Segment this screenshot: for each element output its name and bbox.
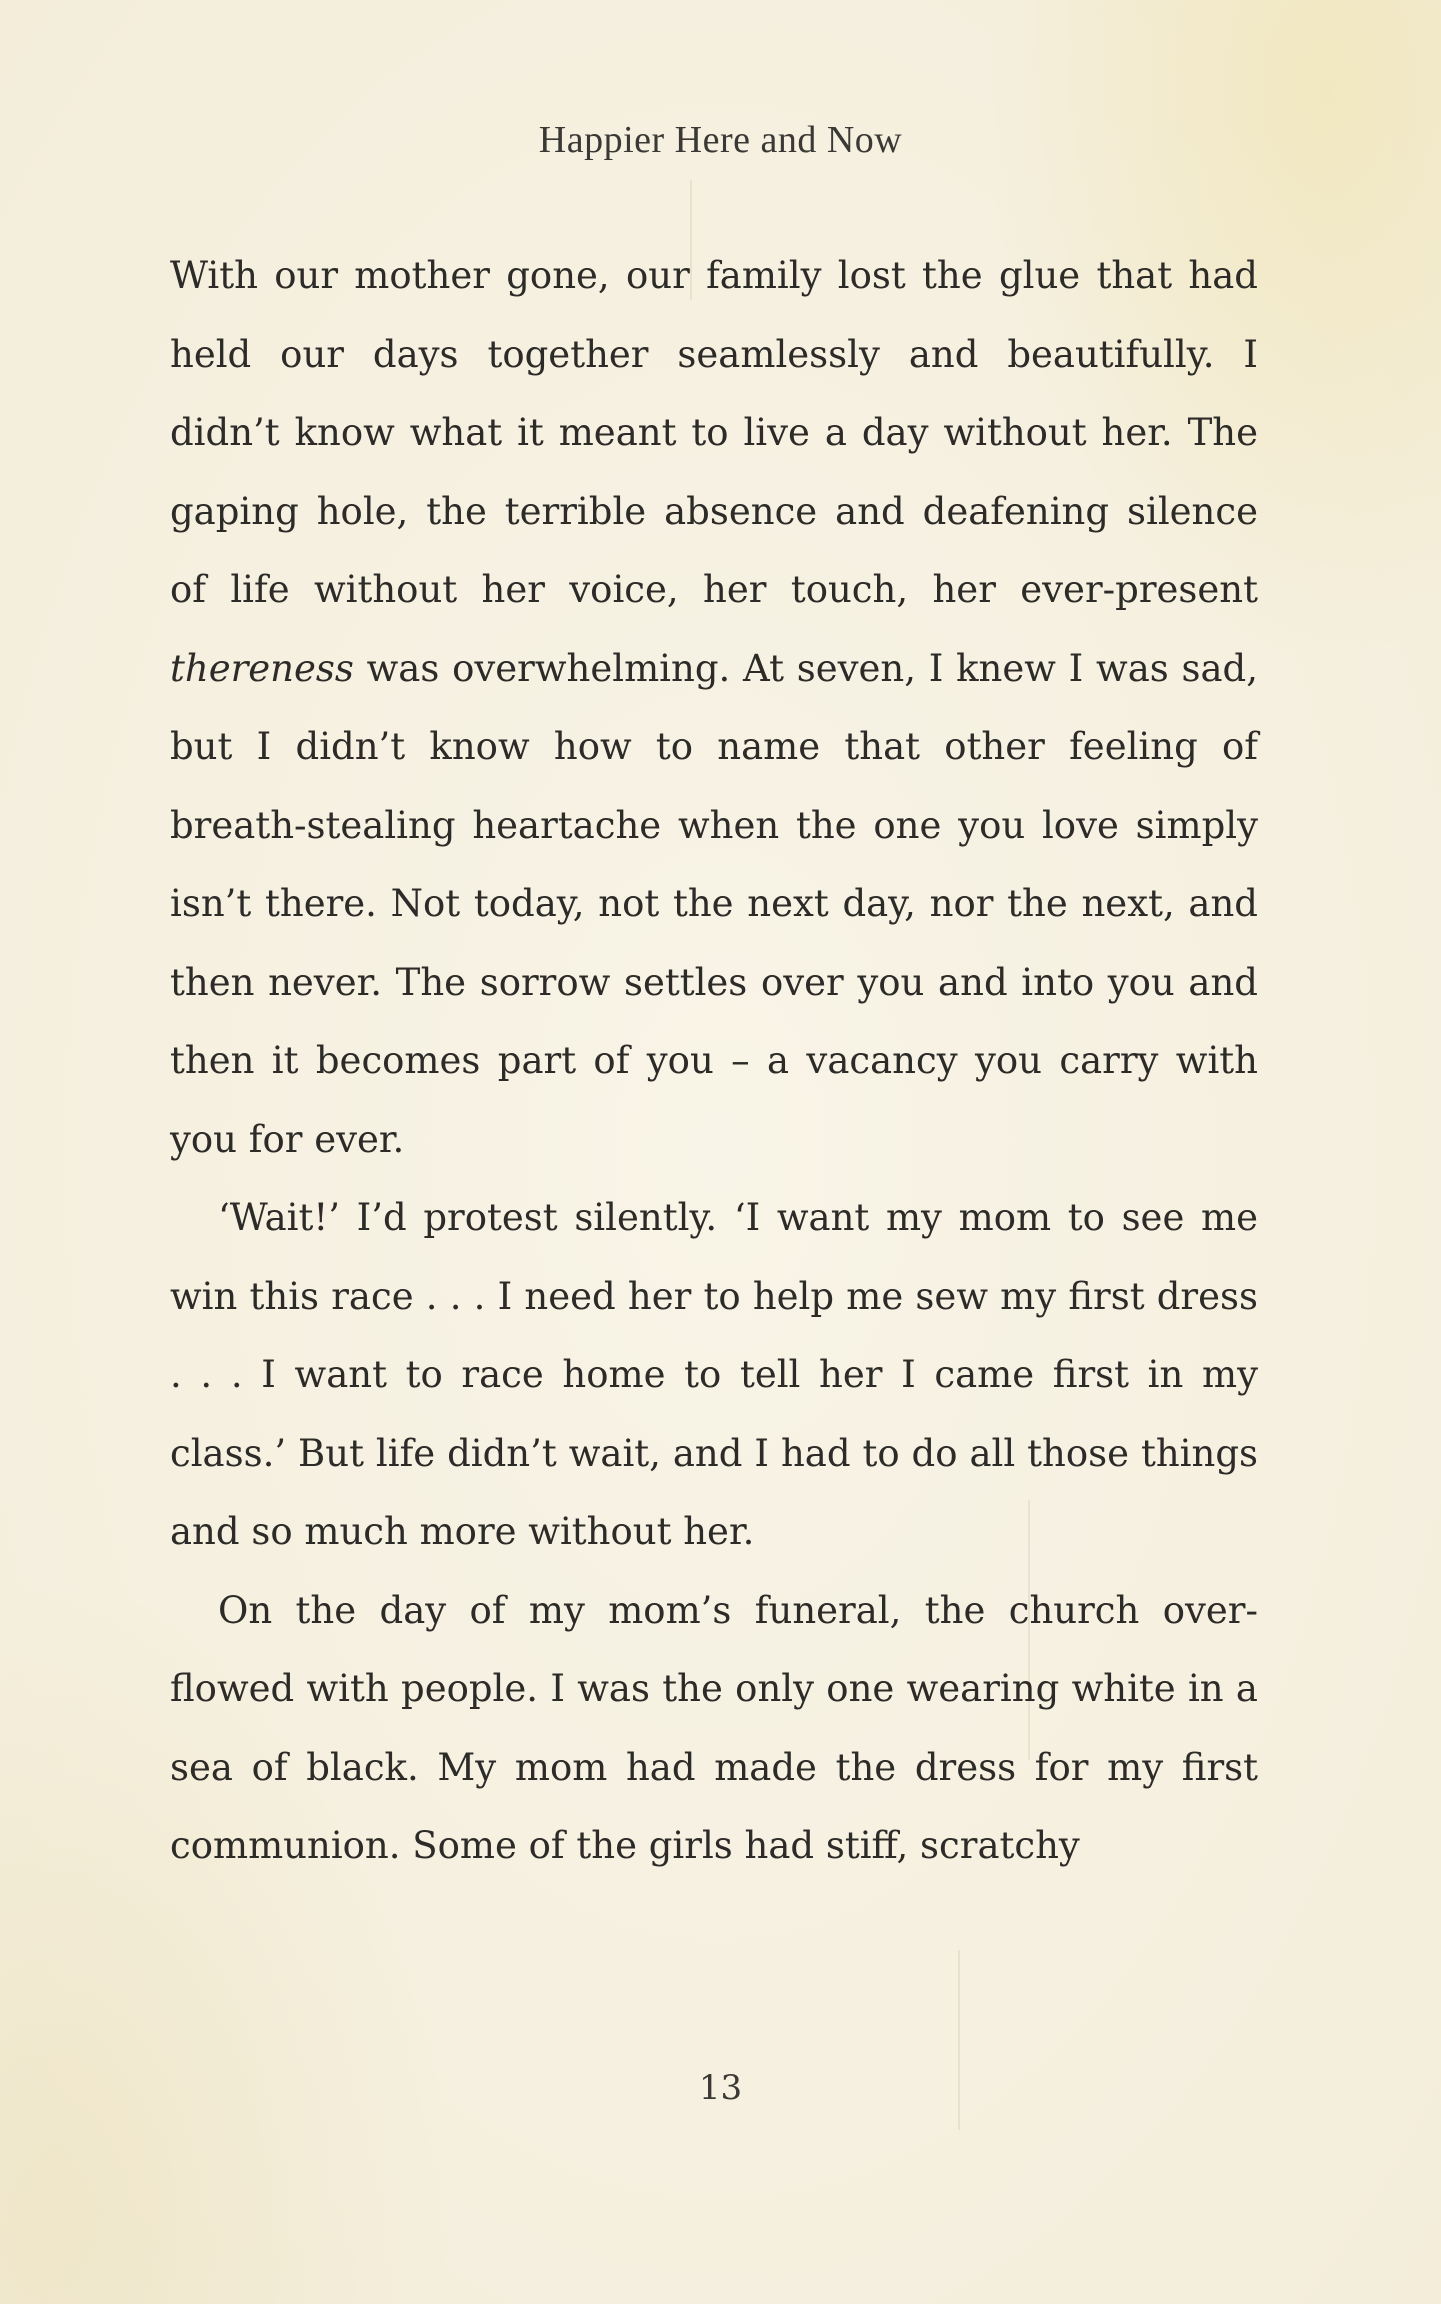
running-head: Happier Here and Now xyxy=(538,119,903,161)
body-text xyxy=(170,237,1258,1886)
page-number: 13 xyxy=(698,2068,743,2108)
emphasis-thereness: thereness xyxy=(170,646,354,690)
paragraph-2: ‘Wait!’ I’d protest silently. ‘I want my mom to see me win this race . . . I need her to help me sew my first dress . . . I want to race home to tell her I came first in my class.’ But life didn’t wait, and I had to do all those things and so much more without her. xyxy=(170,1196,1258,1553)
paragraph-1 xyxy=(170,237,1258,1179)
paragraph-3: On the day of my mom’s funeral, the church overflowed with people. I was the only one wearing white in a sea of black. My mom had made the dress for my first communion. Some of the girls had stiff, scratchy xyxy=(170,1588,1258,1867)
paragraph-1-end: was overwhelming. At seven, I knew I was sad, but I didn’t know how to name that other feeling of breath-stealing heartache when the one you love simply isn’t there. Not today, not the next day, nor the next, and then never. The sorrow settles over you and into you and then it becomes part of you – a vacancy you carry with you for ever. xyxy=(170,646,1258,1161)
paragraph-1-start: With our mother gone, our family lost the glue that had held our days together seamlessly and beautifully. I didn’t know what it meant to live a day without her. The gaping hole, the terrible absence and deafening silence of life without her voice, her touch, her ever-present xyxy=(170,254,1258,611)
